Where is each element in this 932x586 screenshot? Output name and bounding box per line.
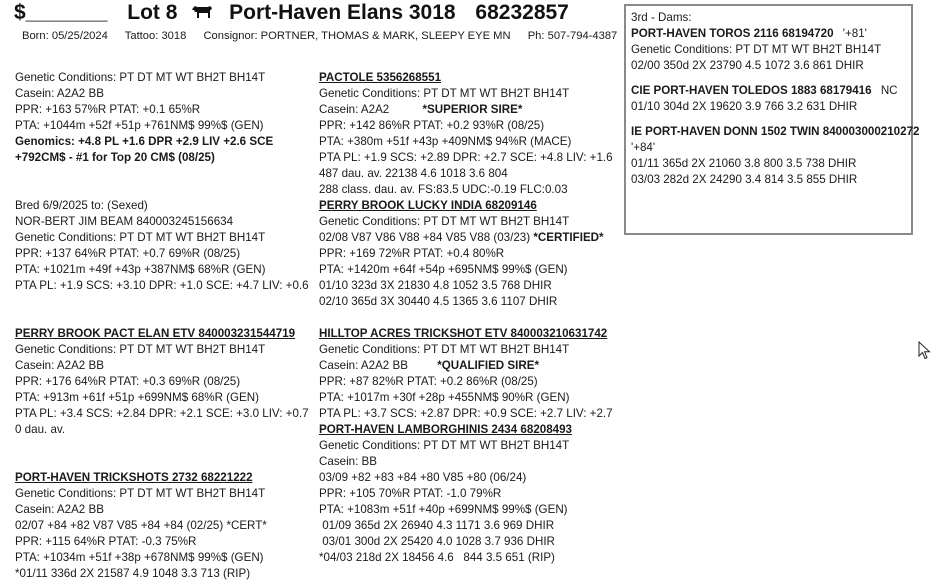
ppr: PPR: +87 82%R PTAT: +0.2 86%R (08/25): [319, 375, 538, 388]
casein-line: [319, 102, 613, 118]
pta-pl: PTA PL: +1.9 SCS: +2.89 DPR: +2.7 SCE: +4.8 LIV: +1.6: [319, 151, 613, 164]
sire-title: HILLTOP ACRES TRICKSHOT ETV 840003210631742: [319, 327, 608, 340]
pta: PTA: +1044m +52f +51p +761NM$ 99%$ (GEN): [15, 119, 264, 132]
dam-title-line: [631, 83, 919, 99]
dam-title: PORT-HAVEN LAMBORGHINIS 2434 68208493: [319, 423, 573, 436]
pta: PTA: +380m +51f +43p +409NM$ 94%R (MACE): [319, 135, 572, 148]
dam-block-lucky-india: [319, 198, 604, 310]
casein: Casein: A2A2 BB: [15, 359, 104, 372]
genomics-line-1: Genomics: +4.8 PL +1.6 DPR +2.9 LIV +2.6 SCE: [15, 135, 274, 148]
classification-line: [319, 230, 604, 246]
animal-name: Port-Haven Elans 3018: [229, 1, 456, 24]
consignor: Consignor: PORTNER, THOMAS & MARK, SLEEPY EYE MN: [203, 30, 511, 42]
pta-pl: PTA PL: +3.4 SCS: +2.84 DPR: +2.1 SCE: +3.0 LIV: +0.7: [15, 407, 309, 420]
lactation-record: 02/10 365d 3X 30440 4.5 1365 3.6 1107 DHIR: [319, 295, 558, 308]
dam-score: '+84': [631, 141, 656, 154]
lactation-record: 01/10 323d 3X 21830 4.8 1052 3.5 768 DHIR: [319, 279, 552, 292]
lactation-record: 02/00 350d 2X 23790 4.5 1072 3.6 861 DHIR: [631, 59, 864, 72]
pta-pl: PTA PL: +1.9 SCS: +3.10 DPR: +1.0 SCE: +4.7 LIV: +0.6: [15, 279, 309, 292]
certified-badge: *CERTIFIED*: [533, 231, 604, 244]
lactation-record: *01/11 336d 2X 21587 4.9 1048 3.3 713 (RIP): [15, 567, 251, 580]
third-dams-box: [624, 4, 920, 235]
genetic-conditions: Genetic Conditions: PT DT MT WT BH2T BH14T: [631, 43, 882, 56]
lot-number: Lot 8: [127, 1, 178, 24]
dam-title: IE PORT-HAVEN DONN 1502 TWIN 840003000210272: [631, 125, 920, 138]
classification: 03/09 +82 +83 +84 +80 V85 +80 (06/24): [319, 471, 527, 484]
sire-block-hilltop: [319, 326, 613, 422]
bred-block: [15, 198, 309, 294]
lactation-record: *04/03 218d 2X 18456 4.6 844 3.5 651 (RIP): [319, 551, 555, 564]
animal-info-block: [15, 70, 273, 166]
phone: Ph: 507-794-4387: [527, 30, 618, 42]
daughters-avg: 487 dau. av. 22138 4.6 1018 3.6 804: [319, 167, 508, 180]
classified-daughters: 288 class. dau. av. FS:83.5 UDC:-0.19 FLC:0.03: [319, 183, 568, 196]
superior-sire-badge: *SUPERIOR SIRE*: [422, 103, 523, 116]
dam-block-lamborghinis: [319, 422, 572, 566]
daughters-avg: 0 dau. av.: [15, 423, 66, 436]
price-blank: $_______: [14, 1, 108, 24]
pta: PTA: +1017m +30f +28p +455NM$ 90%R (GEN): [319, 391, 570, 404]
genetic-conditions: Genetic Conditions: PT DT MT WT BH2T BH14T: [319, 87, 570, 100]
classification: 02/07 +84 +82 V87 V85 +84 +84 (02/25) *CERT*: [15, 519, 267, 532]
tattoo: Tattoo: 3018: [124, 30, 187, 42]
dam-score: NC: [880, 84, 898, 97]
ppr: PPR: +142 86%R PTAT: +0.2 93%R (08/25): [319, 119, 545, 132]
dam-title: PORT-HAVEN TRICKSHOTS 2732 68221222: [15, 471, 253, 484]
registration-number: 68232857: [475, 1, 569, 24]
dams-heading: 3rd - Dams:: [631, 11, 692, 24]
genetic-conditions: Genetic Conditions: PT DT MT WT BH2T BH14T: [15, 343, 266, 356]
sire-block-pactole: [319, 70, 613, 198]
sire-title: PACTOLE 5356268551: [319, 71, 442, 84]
pta: PTA: +1420m +64f +54p +695NM$ 99%$ (GEN): [319, 263, 568, 276]
lactation-record: 01/11 365d 2X 21060 3.8 800 3.5 738 DHIR: [631, 157, 857, 170]
mouse-cursor-icon: [918, 341, 931, 360]
ppr: PPR: +169 72%R PTAT: +0.4 80%R: [319, 247, 505, 260]
ppr: PPR: +105 70%R PTAT: -1.0 79%R: [319, 487, 502, 500]
genetic-conditions: Genetic Conditions: PT DT MT WT BH2T BH14T: [319, 439, 570, 452]
ppr: PPR: +137 64%R PTAT: +0.7 69%R (08/25): [15, 247, 241, 260]
ppr: PPR: +176 64%R PTAT: +0.3 69%R (08/25): [15, 375, 241, 388]
lactation-record: 03/03 282d 2X 24290 3.4 814 3.5 855 DHIR: [631, 173, 858, 186]
lactation-record: 01/09 365d 2X 26940 4.3 1171 3.6 969 DHIR: [319, 519, 555, 532]
lactation-record: 03/01 300d 2X 25420 4.0 1028 3.7 936 DHIR: [319, 535, 555, 548]
casein: Casein: A2A2 BB: [319, 359, 408, 372]
cow-icon: [191, 2, 213, 20]
bred-date: Bred 6/9/2025 to: (Sexed): [15, 199, 148, 212]
sire-title: PERRY BROOK PACT ELAN ETV 840003231544719: [15, 327, 296, 340]
dam-title: CIE PORT-HAVEN TOLEDOS 1883 68179416: [631, 84, 872, 97]
genetic-conditions: Genetic Conditions: PT DT MT WT BH2T BH14T: [319, 343, 570, 356]
dam-title: PERRY BROOK LUCKY INDIA 68209146: [319, 199, 537, 212]
lot-title: [14, 0, 569, 26]
dam-block-trickshots: [15, 470, 267, 582]
genetic-conditions: Genetic Conditions: PT DT MT WT BH2T BH14T: [15, 231, 266, 244]
casein-line: [319, 358, 613, 374]
genetic-conditions: Genetic Conditions: PT DT MT WT BH2T BH14T: [15, 71, 266, 84]
ppr: PPR: +163 57%R PTAT: +0.1 65%R: [15, 103, 201, 116]
pta-pl: PTA PL: +3.7 SCS: +2.87 DPR: +0.9 SCE: +2.7 LIV: +2.7: [319, 407, 613, 420]
born-date: Born: 05/25/2024: [22, 30, 108, 42]
dam-score: '+81': [842, 27, 867, 40]
casein: Casein: A2A2 BB: [15, 503, 104, 516]
dam-title: PORT-HAVEN TOROS 2116 68194720: [631, 27, 834, 40]
genetic-conditions: Genetic Conditions: PT DT MT WT BH2T BH14T: [15, 487, 266, 500]
genetic-conditions: Genetic Conditions: PT DT MT WT BH2T BH14T: [319, 215, 570, 228]
service-sire: NOR-BERT JIM BEAM 840003245156634: [15, 215, 234, 228]
casein: Casein: A2A2: [319, 103, 390, 116]
lactation-record: 01/10 304d 2X 19620 3.9 766 3.2 631 DHIR: [631, 100, 858, 113]
info-line: [22, 30, 631, 42]
genomics-line-2: +792CM$ - #1 for Top 20 CM$ (08/25): [15, 151, 215, 164]
dam-title-line: [631, 26, 919, 42]
pta: PTA: +1034m +51f +38p +678NM$ 99%$ (GEN): [15, 551, 264, 564]
casein: Casein: A2A2 BB: [15, 87, 104, 100]
sire-block-pact-elan: [15, 326, 309, 438]
casein: Casein: BB: [319, 455, 377, 468]
qualified-sire-badge: *QUALIFIED SIRE*: [437, 359, 539, 372]
pta: PTA: +1083m +51f +40p +699NM$ 99%$ (GEN): [319, 503, 568, 516]
pta: PTA: +913m +61f +51p +699NM$ 68%R (GEN): [15, 391, 260, 404]
ppr: PPR: +115 64%R PTAT: -0.3 75%R: [15, 535, 197, 548]
classification: 02/08 V87 V86 V88 +84 V85 V88 (03/23): [319, 231, 531, 244]
pta: PTA: +1021m +49f +43p +387NM$ 68%R (GEN): [15, 263, 266, 276]
